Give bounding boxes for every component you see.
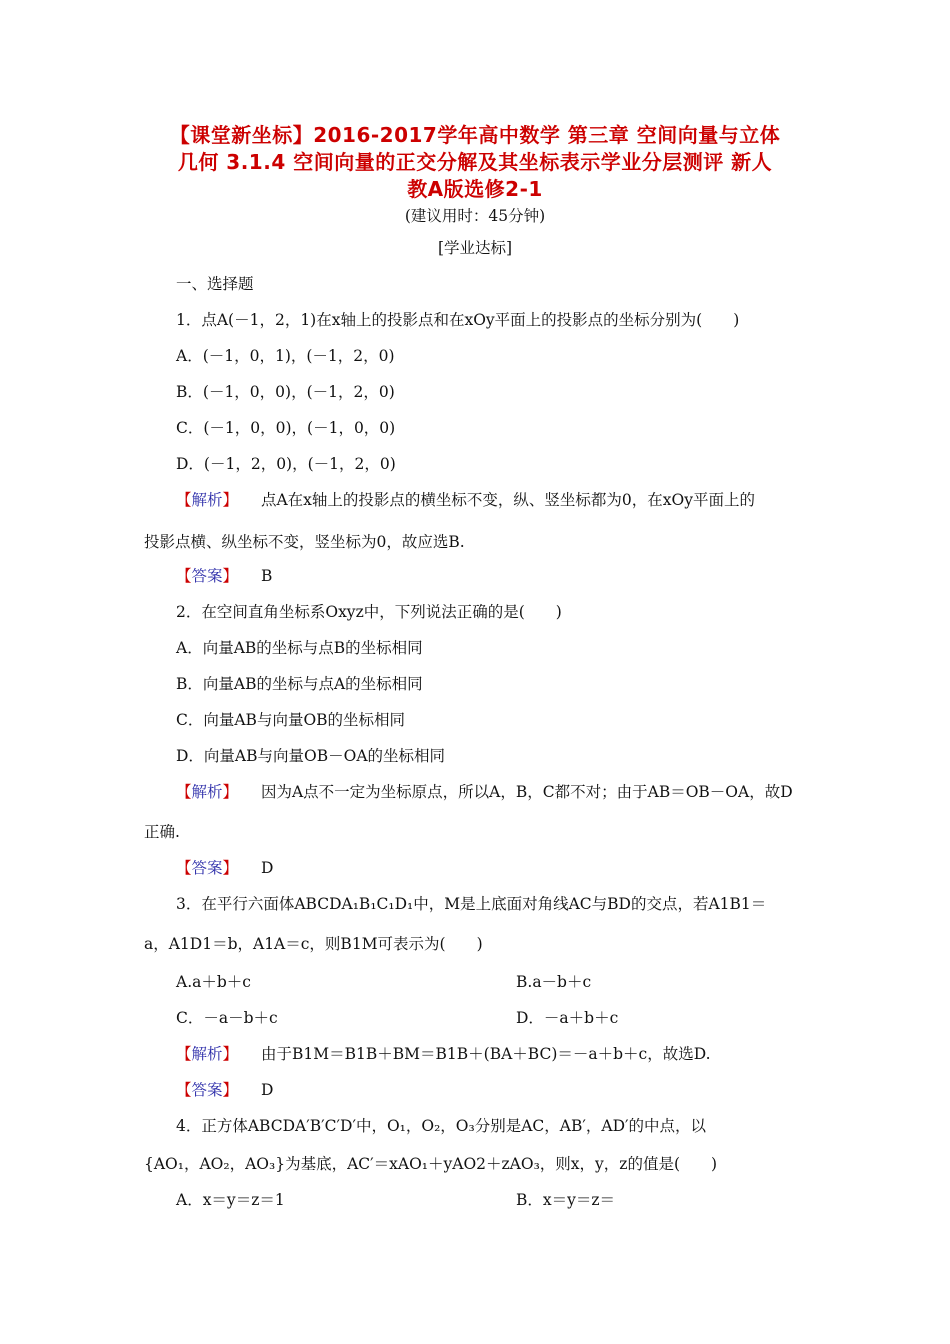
q4-option-a: A．x＝y＝z＝1: [176, 1191, 285, 1209]
section-heading: [学业达标]: [437, 239, 513, 257]
q1-answer-value: B: [260, 567, 273, 585]
answer-tag: 【答案】: [176, 859, 239, 877]
analysis-tag: 【解析】: [176, 1045, 239, 1063]
q3-stem-line-2: a，A1D1＝b，A1A＝c，则B1M可表示为( ): [144, 935, 483, 953]
q3-option-d: D．－a＋b＋c: [516, 1009, 619, 1027]
analysis-tag: 【解析】: [176, 491, 239, 509]
q1-stem: 1．点A(－1，2，1)在x轴上的投影点和在xOy平面上的投影点的坐标分别为( ): [176, 311, 740, 329]
q3-option-a: A.a＋b＋c: [176, 973, 251, 991]
answer-tag: 【答案】: [176, 567, 239, 585]
q1-option-c: C．(－1，0，0)，(－1，0，0): [176, 419, 396, 437]
q3-answer: [176, 1078, 273, 1100]
q2-analysis-line-2: 正确.: [144, 823, 180, 841]
q4-stem-line-1: 4．正方体ABCDA′B′C′D′中，O₁，O₂，O₃分别是AC，AB′，AD′的中点，以: [176, 1117, 707, 1135]
q1-option-a: A．(－1，0，1)，(－1，2，0): [176, 347, 395, 365]
title-line-2: 几何 3.1.4 空间向量的正交分解及其坐标表示学业分层测评 新人: [177, 150, 773, 174]
q3-analysis-text: 由于B1M＝B1B＋BM＝B1B＋(BA＋BC)＝－a＋b＋c，故选D.: [260, 1045, 711, 1063]
q2-option-b: B．向量AB的坐标与点A的坐标相同: [176, 675, 423, 693]
q2-analysis: [176, 780, 793, 802]
part-heading: 一、选择题: [176, 275, 254, 293]
q3-analysis: [176, 1042, 711, 1064]
q2-option-d: D．向量AB与向量OB－OA的坐标相同: [176, 747, 446, 765]
q1-analysis-line-1: 点A在x轴上的投影点的横坐标不变，纵、竖坐标都为0，在xOy平面上的: [260, 491, 755, 509]
q3-option-b: B.a－b＋c: [516, 973, 592, 991]
q1-answer: [176, 564, 272, 586]
answer-tag: 【答案】: [176, 1081, 239, 1099]
analysis-tag: 【解析】: [176, 783, 239, 801]
q3-option-c: C．－a－b＋c: [176, 1009, 278, 1027]
title-line-3: 教A版选修2-1: [407, 177, 543, 201]
title-line-1: 【课堂新坐标】2016-2017学年高中数学 第三章 空间向量与立体: [169, 123, 781, 147]
doc-title: [110, 122, 840, 203]
q1-analysis: [176, 488, 755, 510]
time-hint: (建议用时：45分钟): [404, 207, 546, 225]
q2-analysis-line-1: 因为A点不一定为坐标原点，所以A，B，C都不对；由于AB＝OB－OA，故D: [260, 783, 793, 801]
q2-option-a: A．向量AB的坐标与点B的坐标相同: [176, 639, 423, 657]
q2-answer: [176, 856, 273, 878]
q2-stem: 2．在空间直角坐标系Oxyz中，下列说法正确的是( ): [176, 603, 562, 621]
q1-option-b: B．(－1，0，0)，(－1，2，0): [176, 383, 395, 401]
q4-option-b: B．x＝y＝z＝: [516, 1191, 616, 1209]
q3-answer-value: D: [260, 1081, 274, 1099]
q2-answer-value: D: [260, 859, 274, 877]
q2-option-c: C．向量AB与向量OB的坐标相同: [176, 711, 406, 729]
q1-option-d: D．(－1，2，0)，(－1，2，0): [176, 455, 396, 473]
q4-stem-line-2: {AO₁，AO₂，AO₃}为基底，AC′＝xAO₁＋yAO2＋zAO₃，则x，y，z的值是( ): [144, 1155, 718, 1173]
q3-stem-line-1: 3．在平行六面体ABCDA₁B₁C₁D₁中，M是上底面对角线AC与BD的交点，若A1B1＝: [176, 895, 767, 913]
q1-analysis-line-2: 投影点横、纵坐标不变，竖坐标为0，故应选B.: [144, 533, 465, 551]
